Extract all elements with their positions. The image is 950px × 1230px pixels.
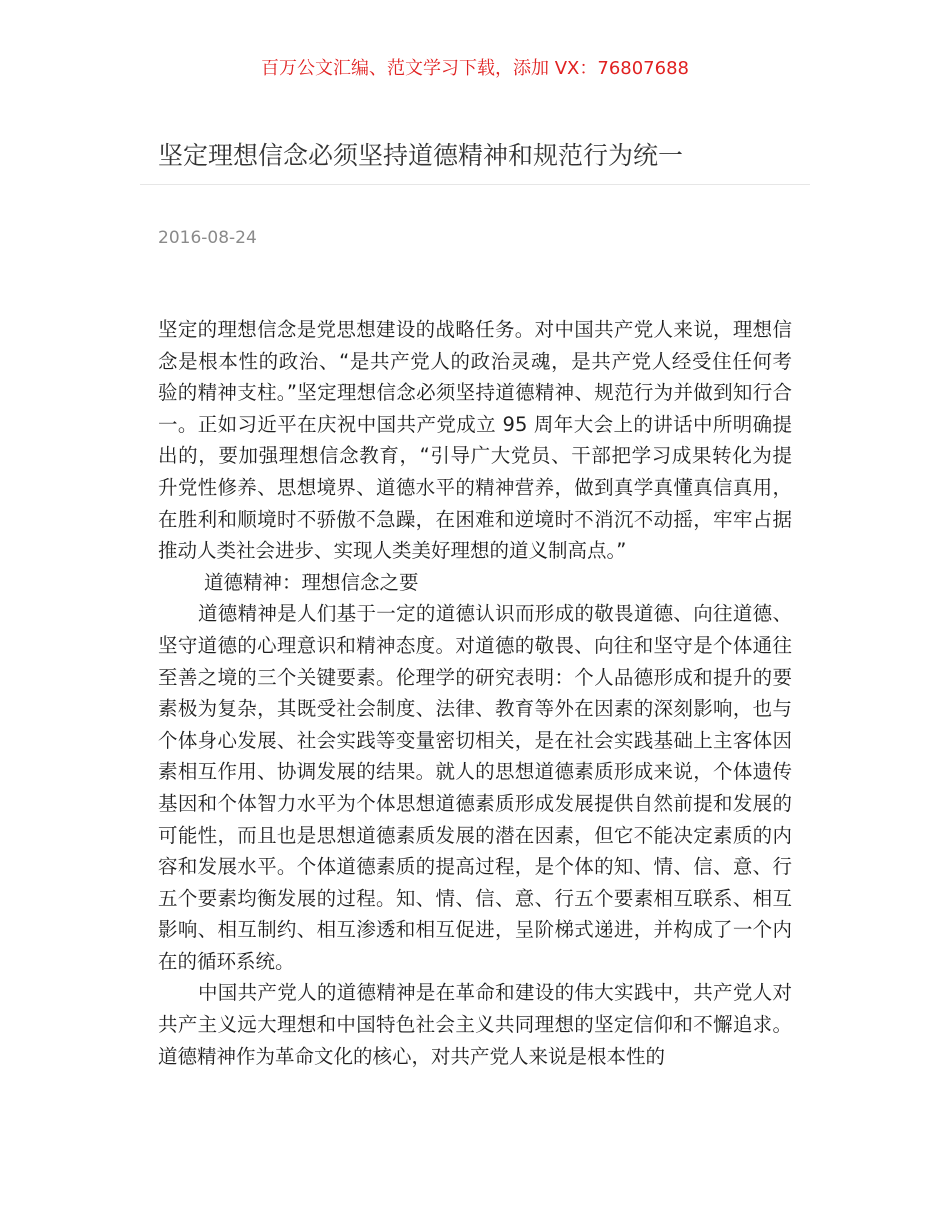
section-heading: 道德精神：理想信念之要 [204,570,419,594]
article-body [158,314,792,1072]
publish-date: 2016-08-24 [158,228,257,248]
paragraph-moral-spirit: 道德精神是人们基于一定的道德认识而形成的敬畏道德、向往道德、坚守道德的心理意识和精神态度。对道德的敬畏、向往和坚守是个体通往至善之境的三个关键要素。伦理学的研究表明：个人品德形成和提升的要素极为复杂，其既受社会制度、法律、教育等外在因素的深刻影响，也与个体身心发展、社会实践等变量密切相关，是在社会实践基础上主客体因素相互作用、协调发展的结果。就人的思想道德素质形成来说，个体遗传基因和个体智力水平为个体思想道德素质形成发展提供自然前提和发展的可能性，而且也是思想道德素质发展的潜在因素，但它不能决定素质的内容和发展水平。个体道德素质的提高过程，是个体的知、情、信、意、行五个要素均衡发展的过程。知、情、信、意、行五个要素相互联系、相互影响、相互制约、相互渗透和相互促进，呈阶梯式递进，并构成了一个内在的循环系统。 [158,602,792,973]
paragraph-party-spirit: 中国共产党人的道德精神是在革命和建设的伟大实践中，共产党人对共产主义远大理想和中国特色社会主义共同理想的坚定信仰和不懈追求。道德精神作为革命文化的核心，对共产党人来说是根本性的 [158,981,792,1068]
title-divider [140,184,810,185]
promo-banner: 百万公文汇编、范文学习下载，添加 VX：76807688 [261,58,689,79]
paragraph-intro: 坚定的理想信念是党思想建设的战略任务。对中国共产党人来说，理想信念是根本性的政治、“是共产党人的政治灵魂，是共产党人经受住任何考验的精神支柱。”坚定理想信念必须坚持道德精神、规范行为并做到知行合一。正如习近平在庆祝中国共产党成立 95 周年大会上的讲话中所明确提出的，要加强理想信念教育，“引导广大党员、干部把学习成果转化为提升党性修养、思想境界、道德水平的精神营养，做到真学真懂真信真用，在胜利和顺境时不骄傲不急躁，在困难和逆境时不消沉不动摇，牢牢占据推动人类社会进步、实现人类美好理想的道义制高点。” [158,318,792,563]
article-title: 坚定理想信念必须坚持道德精神和规范行为统一 [158,141,684,170]
